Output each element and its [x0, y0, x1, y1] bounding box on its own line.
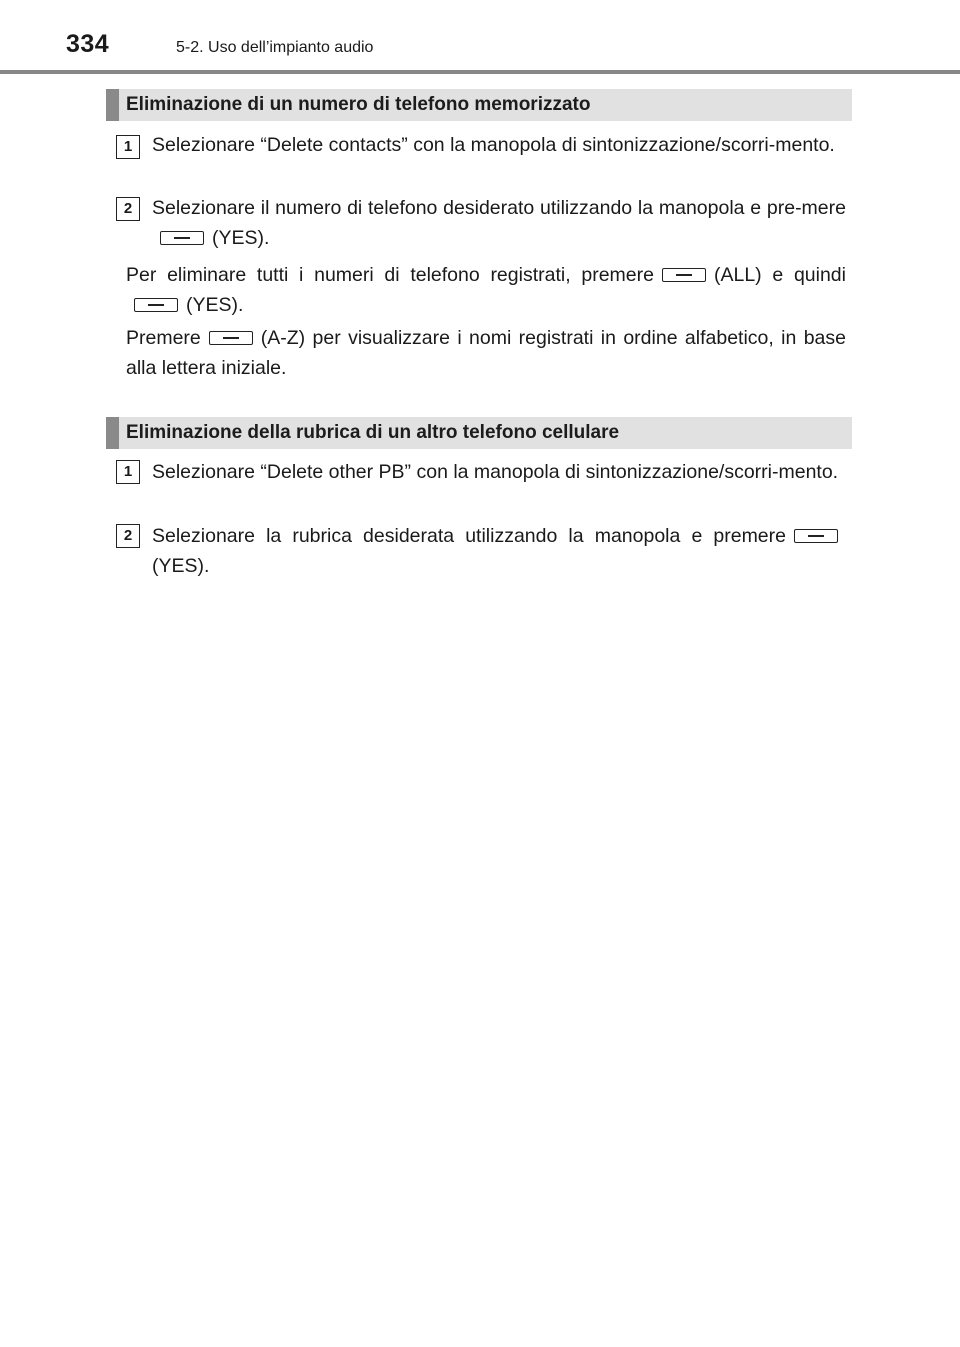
step-text-after: (YES). — [152, 555, 210, 577]
step-number-badge: 2 — [116, 524, 140, 548]
button-bar-icon — [662, 268, 706, 282]
step-text: Selezionare “Delete contacts” con la manopola di sintonizzazione/scorri-mento. — [152, 134, 835, 156]
step-number-badge: 1 — [116, 460, 140, 484]
step-text — [152, 521, 846, 581]
section-title: Eliminazione della rubrica di un altro telefono cellulare — [126, 422, 620, 443]
note-text-part: Premere — [126, 327, 201, 349]
step-text: Selezionare “Delete other PB” con la manopola di sintonizzazione/scorri-mento. — [152, 461, 839, 483]
button-bar-icon — [794, 529, 838, 543]
note-text-part: Per eliminare tutti i numeri di telefono registrati, premere — [126, 264, 654, 286]
step-text-before: Selezionare il numero di telefono desiderato utilizzando la manopola e pre-mere — [152, 197, 846, 219]
section-header — [106, 417, 852, 449]
header-rule — [0, 70, 960, 74]
page-number: 334 — [66, 30, 110, 58]
note-text — [126, 260, 846, 320]
note-text — [126, 323, 846, 383]
note-text-part: (YES). — [186, 294, 244, 316]
button-bar-icon — [209, 331, 253, 345]
note-text-part: (ALL) e quindi — [713, 264, 846, 286]
button-bar-icon — [160, 231, 204, 245]
section-title: Eliminazione di un numero di telefono memorizzato — [126, 94, 591, 115]
button-bar-icon — [134, 298, 178, 312]
page-header — [0, 0, 960, 76]
step-number-badge: 1 — [116, 135, 140, 159]
step-text-before: Selezionare la rubrica desiderata utilizzando la manopola e premere — [152, 525, 786, 547]
note-text-part: (A-Z) per visualizzare i nomi registrati in ordine alfabetico, in base alla lettera iniziale. — [126, 327, 846, 379]
step-text-after: (YES). — [212, 227, 270, 249]
section-header — [106, 89, 852, 121]
chapter-title: 5-2. Uso dell’impianto audio — [176, 39, 374, 56]
step-number-badge: 2 — [116, 197, 140, 221]
step-text — [152, 193, 846, 253]
